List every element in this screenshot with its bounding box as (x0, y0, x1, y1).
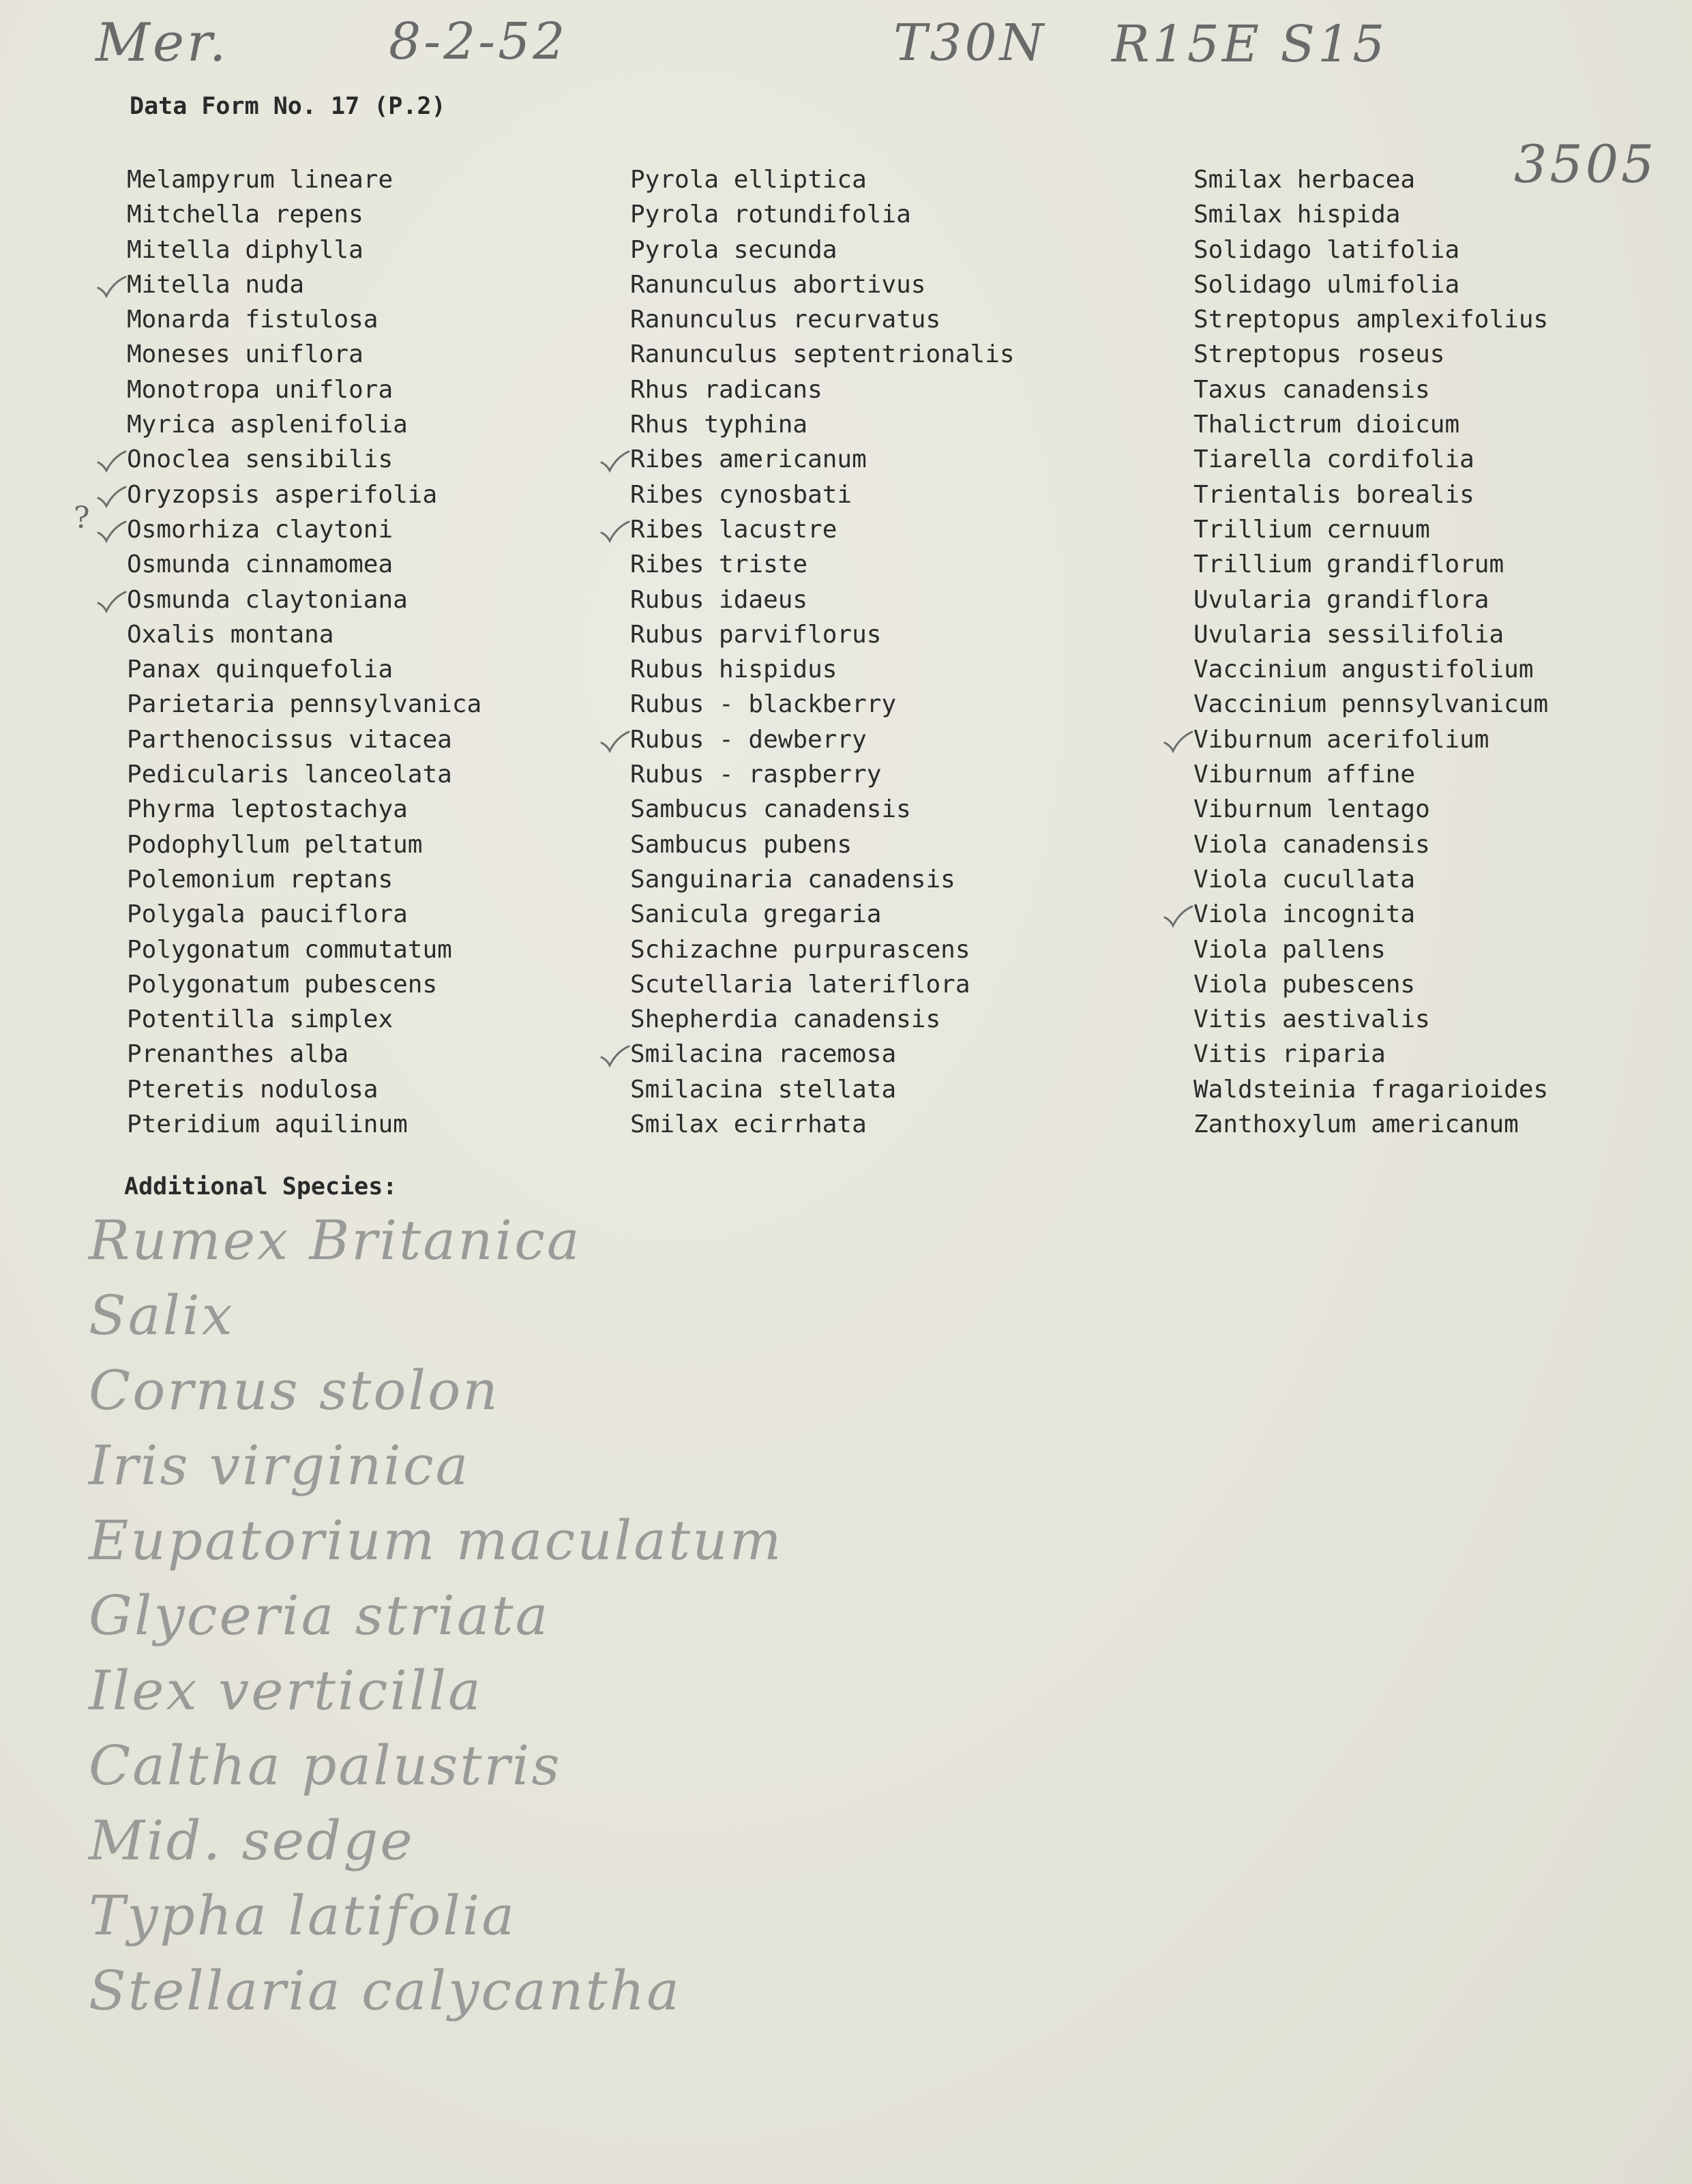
species-item (1193, 687, 1548, 722)
species-item (127, 267, 481, 302)
species-item (1193, 1107, 1548, 1142)
species-name: Vitis riparia (1193, 1040, 1386, 1069)
species-item (630, 652, 1015, 687)
species-name: Parietaria pennsylvanica (127, 690, 482, 719)
species-item (630, 862, 1015, 897)
species-item (630, 967, 1015, 1002)
species-item (630, 1107, 1015, 1142)
species-item (127, 197, 481, 232)
species-name: Pyrola elliptica (630, 166, 867, 194)
species-name: Polemonium reptans (127, 865, 394, 894)
species-column-1 (127, 162, 481, 1142)
species-item (630, 757, 1015, 792)
species-name: Scutellaria lateriflora (630, 970, 970, 999)
species-item (630, 477, 1015, 512)
species-item (1193, 233, 1548, 267)
species-name: Sambucus canadensis (630, 795, 911, 824)
species-item (127, 477, 481, 512)
species-name: Vitis aestivalis (1193, 1005, 1430, 1034)
species-item (127, 1107, 481, 1142)
species-name: Parthenocissus vitacea (127, 725, 452, 754)
species-item (127, 617, 481, 652)
species-item (630, 197, 1015, 232)
species-item (1193, 407, 1548, 442)
species-name: Osmunda cinnamomea (127, 550, 394, 579)
species-item (127, 722, 481, 757)
species-item (1193, 442, 1548, 477)
species-name: Ribes americanum (630, 445, 867, 474)
species-name: Rubus hispidus (630, 655, 837, 684)
question-mark-annotation: ? (74, 501, 90, 535)
species-name: Tiarella cordifolia (1193, 445, 1474, 474)
species-name: Pyrola secunda (630, 235, 837, 264)
pencil-check-icon (95, 582, 127, 617)
species-name: Pedicularis lanceolata (127, 761, 452, 789)
species-name: Sanguinaria canadensis (630, 865, 955, 894)
species-name: Sambucus pubens (630, 830, 852, 859)
species-name: Smilax hispida (1193, 201, 1401, 229)
handwritten-species: Rumex Britanica (89, 1209, 582, 1272)
species-item (630, 547, 1015, 582)
species-item (127, 302, 481, 337)
species-item (630, 162, 1015, 197)
species-item (127, 897, 481, 932)
pencil-check-icon (599, 512, 630, 547)
species-item (630, 512, 1015, 547)
species-name: Mitella nuda (127, 270, 305, 299)
handwritten-species: Caltha palustris (89, 1734, 562, 1797)
species-name: Polygonatum pubescens (127, 970, 438, 999)
handwritten-species: Eupatorium maculatum (89, 1509, 784, 1572)
pencil-check-icon (95, 267, 127, 302)
species-item (1193, 547, 1548, 582)
species-item (630, 1072, 1015, 1107)
pencil-check-icon (599, 442, 630, 477)
species-item (630, 617, 1015, 652)
species-name: Thalictrum dioicum (1193, 411, 1460, 439)
species-item (127, 442, 481, 477)
species-name: Oryzopsis asperifolia (127, 480, 438, 509)
species-name: Rhus typhina (630, 411, 808, 439)
species-name: Prenanthes alba (127, 1040, 349, 1069)
species-name: Streptopus amplexifolius (1193, 306, 1549, 334)
species-item (127, 407, 481, 442)
species-item (630, 932, 1015, 967)
species-item (127, 792, 481, 827)
form-title: Data Form No. 17 (P.2) (130, 93, 446, 120)
species-item (630, 897, 1015, 932)
handwritten-range-section: R15E S15 (1112, 15, 1388, 74)
species-name: Viola pubescens (1193, 970, 1416, 999)
species-name: Viola incognita (1193, 900, 1416, 929)
pencil-check-icon (599, 722, 630, 757)
species-item (127, 233, 481, 267)
species-name: Podophyllum peltatum (127, 830, 423, 859)
species-name: Moneses uniflora (127, 340, 363, 369)
pencil-check-icon (599, 1037, 630, 1072)
species-item (127, 547, 481, 582)
species-name: Ribes lacustre (630, 515, 837, 544)
handwritten-species: Typha latifolia (89, 1884, 517, 1947)
pencil-check-icon (95, 477, 127, 512)
species-name: Smilax herbacea (1193, 166, 1416, 194)
species-item (127, 932, 481, 967)
species-item (1193, 1037, 1548, 1072)
species-name: Viburnum lentago (1193, 795, 1430, 824)
species-name: Smilax ecirrhata (630, 1110, 867, 1139)
species-name: Osmunda claytoniana (127, 585, 408, 614)
species-item (127, 1037, 481, 1072)
species-name: Streptopus roseus (1193, 340, 1445, 369)
species-name: Melampyrum lineare (127, 166, 394, 194)
species-name: Vaccinium angustifolium (1193, 655, 1534, 684)
species-item (127, 687, 481, 722)
species-name: Rhus radicans (630, 375, 822, 404)
species-item (1193, 302, 1548, 337)
species-item (127, 582, 481, 617)
species-name: Zanthoxylum americanum (1193, 1110, 1519, 1139)
species-item (630, 827, 1015, 862)
species-item (1193, 372, 1548, 407)
species-item (1193, 582, 1548, 617)
species-name: Viola canadensis (1193, 830, 1430, 859)
species-name: Solidago ulmifolia (1193, 270, 1460, 299)
species-name: Rubus - dewberry (630, 725, 867, 754)
species-item (630, 233, 1015, 267)
species-item (127, 652, 481, 687)
species-name: Schizachne purpurascens (630, 935, 970, 964)
species-name: Solidago latifolia (1193, 235, 1460, 264)
species-item (1193, 897, 1548, 932)
handwritten-mer: Mer. (95, 12, 229, 74)
species-item (630, 792, 1015, 827)
species-name: Waldsteinia fragarioides (1193, 1075, 1549, 1104)
species-name: Myrica asplenifolia (127, 411, 408, 439)
species-item (630, 337, 1015, 372)
species-name: Ribes triste (630, 550, 808, 579)
species-item (630, 302, 1015, 337)
species-name: Polygonatum commutatum (127, 935, 452, 964)
species-name: Monarda fistulosa (127, 306, 379, 334)
species-item (630, 372, 1015, 407)
species-column-2 (630, 162, 1015, 1142)
species-name: Polygala pauciflora (127, 900, 408, 929)
additional-species-list (89, 1203, 783, 2028)
species-name: Osmorhiza claytoni (127, 515, 394, 544)
species-item (127, 512, 481, 547)
species-item (1193, 722, 1548, 757)
species-item (127, 337, 481, 372)
species-item (127, 372, 481, 407)
species-item (1193, 1072, 1548, 1107)
species-item (1193, 792, 1548, 827)
species-name: Rubus - raspberry (630, 761, 882, 789)
species-name: Uvularia grandiflora (1193, 585, 1489, 614)
species-name: Shepherdia canadensis (630, 1005, 941, 1034)
species-name: Taxus canadensis (1193, 375, 1430, 404)
species-name: Panax quinquefolia (127, 655, 394, 684)
species-name: Ribes cynosbati (630, 480, 852, 509)
pencil-check-icon (1162, 722, 1193, 757)
species-name: Viburnum acerifolium (1193, 725, 1489, 754)
species-name: Ranunculus septentrionalis (630, 340, 1015, 369)
species-name: Pteretis nodulosa (127, 1075, 379, 1104)
species-name: Mitchella repens (127, 201, 363, 229)
handwritten-number: 3505 (1514, 134, 1657, 194)
handwritten-species: Ilex verticilla (89, 1659, 483, 1722)
species-name: Onoclea sensibilis (127, 445, 394, 474)
handwritten-species: Mid. sedge (89, 1809, 415, 1872)
handwritten-species: Cornus stolon (89, 1359, 500, 1422)
species-item (1193, 617, 1548, 652)
species-name: Viola pallens (1193, 935, 1386, 964)
species-item (1193, 197, 1548, 232)
species-item (1193, 757, 1548, 792)
species-item (127, 162, 481, 197)
species-item (1193, 267, 1548, 302)
species-item (127, 967, 481, 1002)
species-item (1193, 827, 1548, 862)
species-item (1193, 652, 1548, 687)
species-name: Viburnum affine (1193, 761, 1416, 789)
pencil-check-icon (95, 512, 127, 547)
species-name: Mitella diphylla (127, 235, 363, 264)
species-name: Potentilla simplex (127, 1005, 394, 1034)
species-item (127, 1002, 481, 1037)
species-name: Trientalis borealis (1193, 480, 1474, 509)
species-name: Rubus - blackberry (630, 690, 897, 719)
species-item (630, 722, 1015, 757)
species-name: Viola cucullata (1193, 865, 1416, 894)
species-name: Trillium cernuum (1193, 515, 1430, 544)
species-item (127, 827, 481, 862)
species-name: Smilacina racemosa (630, 1040, 897, 1069)
species-item (630, 442, 1015, 477)
handwritten-species: Glyceria striata (89, 1584, 550, 1647)
species-item (1193, 967, 1548, 1002)
species-item (1193, 1002, 1548, 1037)
species-name: Trillium grandiflorum (1193, 550, 1504, 579)
species-item (127, 1072, 481, 1107)
handwritten-date: 8-2-52 (389, 12, 568, 71)
additional-species-label: Additional Species: (124, 1173, 398, 1200)
species-item (630, 1037, 1015, 1072)
species-name: Smilacina stellata (630, 1075, 897, 1104)
species-item (1193, 932, 1548, 967)
species-item (1193, 512, 1548, 547)
species-name: Ranunculus recurvatus (630, 306, 941, 334)
species-name: Uvularia sessilifolia (1193, 620, 1504, 649)
pencil-check-icon (95, 442, 127, 477)
species-name: Pyrola rotundifolia (630, 201, 911, 229)
species-item (630, 1002, 1015, 1037)
handwritten-species: Iris virginica (89, 1434, 471, 1497)
handwritten-township: T30N (893, 14, 1047, 72)
species-name: Oxalis montana (127, 620, 334, 649)
species-name: Rubus idaeus (630, 585, 808, 614)
species-item (127, 862, 481, 897)
species-item (1193, 337, 1548, 372)
pencil-check-icon (1162, 897, 1193, 932)
handwritten-species: Salix (89, 1284, 235, 1347)
species-item (630, 687, 1015, 722)
species-item (1193, 862, 1548, 897)
species-name: Phyrma leptostachya (127, 795, 408, 824)
species-name: Ranunculus abortivus (630, 270, 926, 299)
species-column-3 (1193, 162, 1548, 1142)
species-name: Monotropa uniflora (127, 375, 394, 404)
species-item (630, 267, 1015, 302)
handwritten-species: Stellaria calycantha (89, 1959, 681, 2022)
species-name: Pteridium aquilinum (127, 1110, 408, 1139)
species-item (630, 582, 1015, 617)
species-item (630, 407, 1015, 442)
species-name: Rubus parviflorus (630, 620, 882, 649)
species-name: Vaccinium pennsylvanicum (1193, 690, 1549, 719)
species-item (1193, 477, 1548, 512)
species-item (127, 757, 481, 792)
species-item (1193, 162, 1548, 197)
species-name: Sanicula gregaria (630, 900, 882, 929)
